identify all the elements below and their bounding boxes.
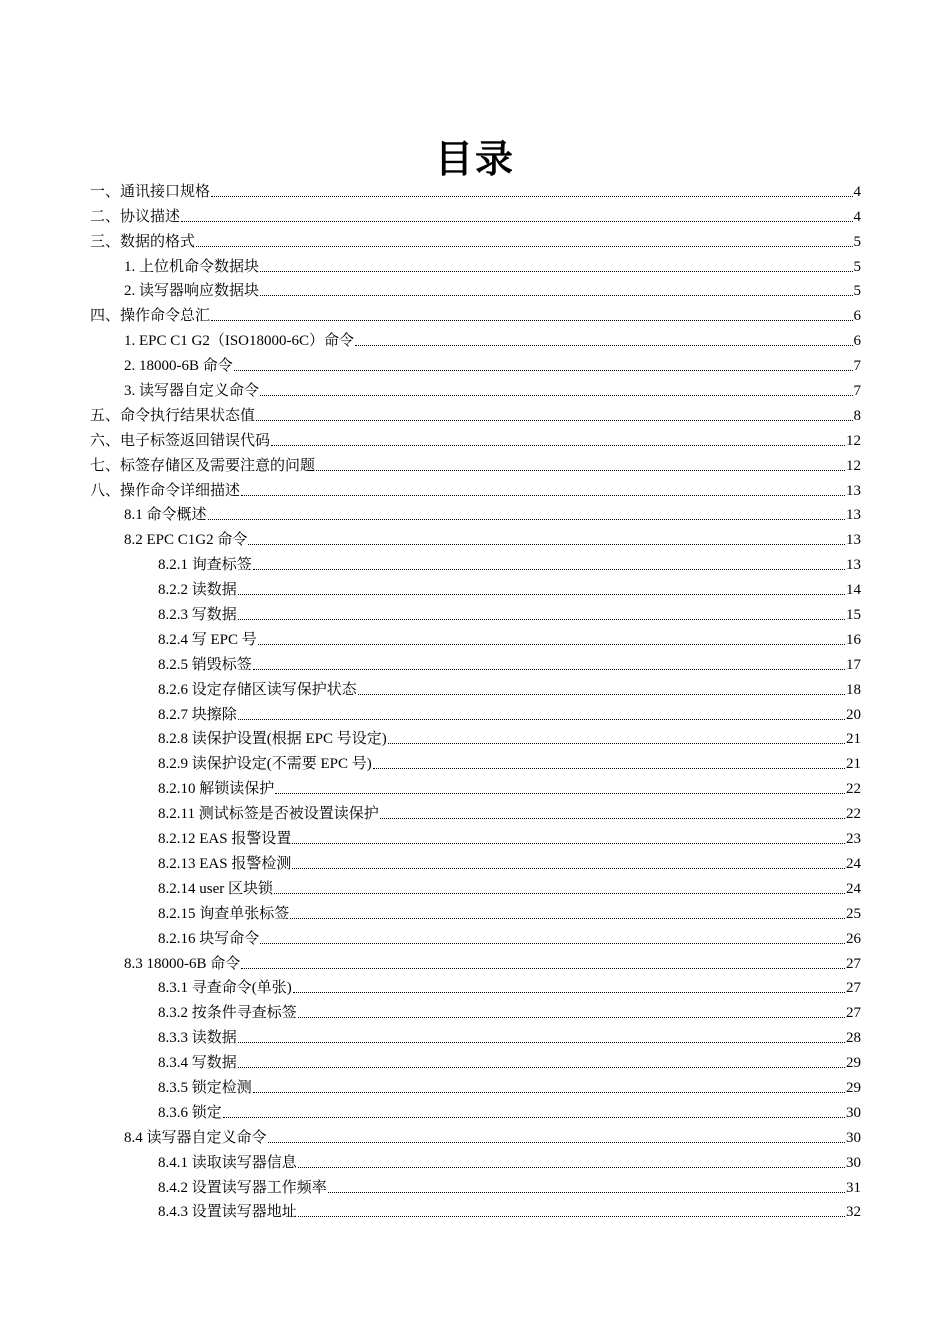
toc-entry[interactable]: [90, 524, 861, 549]
toc-entry-title: 8.3.2 按条件寻查标签: [158, 1005, 297, 1022]
toc-entry[interactable]: [90, 724, 861, 749]
toc-entry-title: 1. EPC C1 G2（ISO18000-6C）命令: [124, 333, 355, 350]
toc-entry-page-number: 25: [846, 905, 861, 922]
toc-entry-page-number: 5: [853, 258, 861, 275]
toc-entry-title: 八、操作命令详细描述: [90, 482, 241, 499]
toc-entry[interactable]: [90, 325, 861, 350]
toc-dot-leader: [253, 668, 845, 670]
toc-entry-title: 8.1 命令概述: [124, 507, 207, 524]
toc-entry[interactable]: [90, 176, 861, 201]
toc-entry-title: 8.2.10 解锁读保护: [158, 781, 275, 798]
toc-entry-page-number: 7: [853, 383, 861, 400]
toc-dot-leader: [292, 867, 845, 869]
toc-dot-leader: [271, 444, 845, 446]
toc-entry-page-number: 13: [846, 557, 861, 574]
toc-entry[interactable]: [90, 475, 861, 500]
toc-dot-leader: [298, 1215, 845, 1217]
toc-entry-title: 8.3.5 锁定检测: [158, 1079, 252, 1096]
toc-entry-page-number: 24: [846, 880, 861, 897]
toc-entry-title: 六、电子标签返回错误代码: [90, 432, 271, 449]
toc-entry[interactable]: [90, 574, 861, 599]
toc-entry-title: 8.2.12 EAS 报警设置: [158, 831, 292, 848]
toc-entry[interactable]: [90, 898, 861, 923]
toc-entry-title: 三、数据的格式: [90, 233, 196, 250]
toc-dot-leader: [238, 718, 845, 720]
toc-entry[interactable]: [90, 699, 861, 724]
toc-dot-leader: [238, 593, 845, 595]
toc-entry-title: 8.2.14 user 区块锁: [158, 880, 273, 897]
toc-entry-page-number: 21: [846, 756, 861, 773]
toc-entry[interactable]: [90, 450, 861, 475]
toc-entry-page-number: 26: [846, 930, 861, 947]
toc-entry-page-number: 27: [846, 1005, 861, 1022]
toc-entry-page-number: 30: [846, 1129, 861, 1146]
toc-entry-title: 8.2.6 设定存储区读写保护状态: [158, 681, 357, 698]
toc-entry-page-number: 27: [846, 955, 861, 972]
toc-entry-page-number: 22: [846, 806, 861, 823]
toc-entry-title: 8.3.4 写数据: [158, 1055, 237, 1072]
toc-entry[interactable]: [90, 1172, 861, 1197]
toc-entry-title: 8.3.3 读数据: [158, 1030, 237, 1047]
toc-dot-leader: [258, 643, 845, 645]
toc-dot-leader: [260, 270, 852, 272]
toc-entry-page-number: 14: [846, 582, 861, 599]
toc-list: [90, 176, 861, 1221]
toc-entry-title: 8.2 EPC C1G2 命令: [124, 532, 248, 549]
toc-entry[interactable]: [90, 599, 861, 624]
toc-entry[interactable]: [90, 997, 861, 1022]
toc-entry[interactable]: [90, 1047, 861, 1072]
toc-entry[interactable]: [90, 823, 861, 848]
toc-entry[interactable]: [90, 1072, 861, 1097]
toc-entry[interactable]: [90, 948, 861, 973]
toc-dot-leader: [355, 344, 852, 346]
toc-dot-leader: [223, 1116, 845, 1118]
toc-entry-page-number: 27: [846, 980, 861, 997]
toc-dot-leader: [211, 319, 852, 321]
toc-dot-leader: [256, 419, 852, 421]
toc-entry-title: 8.2.4 写 EPC 号: [158, 631, 257, 648]
toc-entry-page-number: 32: [846, 1204, 861, 1221]
toc-dot-leader: [260, 294, 852, 296]
toc-entry[interactable]: [90, 1022, 861, 1047]
toc-entry[interactable]: [90, 400, 861, 425]
toc-entry-page-number: 29: [846, 1079, 861, 1096]
toc-dot-leader: [248, 543, 845, 545]
toc-dot-leader: [358, 693, 845, 695]
toc-entry-page-number: 28: [846, 1030, 861, 1047]
toc-entry[interactable]: [90, 848, 861, 873]
toc-dot-leader: [380, 817, 845, 819]
toc-dot-leader: [238, 1066, 845, 1068]
toc-dot-leader: [275, 792, 845, 794]
toc-entry-title: 8.2.15 询查单张标签: [158, 905, 290, 922]
toc-entry-page-number: 15: [846, 607, 861, 624]
toc-dot-leader: [253, 1091, 845, 1093]
toc-entry-page-number: 23: [846, 831, 861, 848]
toc-entry[interactable]: [90, 923, 861, 948]
toc-entry-title: 8.2.9 读保护设定(不需要 EPC 号): [158, 756, 372, 773]
toc-entry-page-number: 13: [846, 482, 861, 499]
toc-entry-title: 2. 18000-6B 命令: [124, 358, 233, 375]
toc-entry[interactable]: [90, 1097, 861, 1122]
toc-dot-leader: [316, 469, 845, 471]
toc-entry[interactable]: [90, 1197, 861, 1222]
toc-entry-page-number: 4: [853, 183, 861, 200]
toc-entry[interactable]: [90, 973, 861, 998]
toc-entry-title: 8.3 18000-6B 命令: [124, 955, 241, 972]
toc-entry-title: 五、命令执行结果状态值: [90, 407, 256, 424]
toc-entry-title: 8.2.5 销毁标签: [158, 656, 252, 673]
toc-entry-title: 8.2.7 块擦除: [158, 706, 237, 723]
toc-dot-leader: [292, 842, 845, 844]
toc-entry-title: 8.2.13 EAS 报警检测: [158, 855, 292, 872]
toc-entry-title: 8.4.1 读取读写器信息: [158, 1154, 297, 1171]
toc-dot-leader: [298, 1166, 845, 1168]
toc-entry-page-number: 5: [853, 233, 861, 250]
toc-entry-page-number: 12: [846, 457, 861, 474]
toc-dot-leader: [268, 1141, 845, 1143]
toc-entry-page-number: 13: [846, 507, 861, 524]
toc-entry[interactable]: [90, 500, 861, 525]
toc-entry[interactable]: [90, 300, 861, 325]
toc-entry-page-number: 6: [853, 308, 861, 325]
toc-entry-page-number: 13: [846, 532, 861, 549]
toc-entry[interactable]: [90, 201, 861, 226]
toc-entry-title: 一、通讯接口规格: [90, 183, 211, 200]
toc-entry-title: 8.3.6 锁定: [158, 1104, 222, 1121]
toc-dot-leader: [241, 494, 845, 496]
toc-entry-page-number: 21: [846, 731, 861, 748]
toc-dot-leader: [298, 1016, 845, 1018]
toc-entry-page-number: 20: [846, 706, 861, 723]
toc-entry-title: 8.4 读写器自定义命令: [124, 1129, 267, 1146]
toc-entry[interactable]: [90, 251, 861, 276]
toc-entry-title: 8.4.2 设置读写器工作频率: [158, 1179, 327, 1196]
toc-dot-leader: [260, 942, 845, 944]
toc-entry-page-number: 5: [853, 283, 861, 300]
toc-entry[interactable]: [90, 873, 861, 898]
toc-entry-title: 8.2.16 块写命令: [158, 930, 260, 947]
toc-entry-page-number: 30: [846, 1154, 861, 1171]
toc-entry-title: 七、标签存储区及需要注意的问题: [90, 457, 316, 474]
toc-entry-page-number: 22: [846, 781, 861, 798]
toc-dot-leader: [253, 568, 845, 570]
toc-entry-page-number: 17: [846, 656, 861, 673]
toc-dot-leader: [274, 892, 845, 894]
toc-entry[interactable]: [90, 773, 861, 798]
toc-entry-page-number: 18: [846, 681, 861, 698]
toc-entry-title: 8.2.3 写数据: [158, 607, 237, 624]
toc-entry-title: 2. 读写器响应数据块: [124, 283, 260, 300]
toc-dot-leader: [388, 742, 845, 744]
toc-entry-title: 8.3.1 寻查命令(单张): [158, 980, 292, 997]
toc-entry-page-number: 31: [846, 1179, 861, 1196]
toc-entry-title: 3. 读写器自定义命令: [124, 383, 260, 400]
toc-entry-page-number: 7: [853, 358, 861, 375]
toc-entry-page-number: 12: [846, 432, 861, 449]
toc-entry-title: 8.2.2 读数据: [158, 582, 237, 599]
toc-entry-title: 8.2.1 询查标签: [158, 557, 252, 574]
toc-entry[interactable]: [90, 798, 861, 823]
toc-entry-page-number: 29: [846, 1055, 861, 1072]
toc-title: 目录: [434, 137, 515, 181]
toc-dot-leader: [241, 967, 845, 969]
toc-entry-title: 1. 上位机命令数据块: [124, 258, 260, 275]
toc-dot-leader: [293, 991, 845, 993]
toc-entry-page-number: 16: [846, 631, 861, 648]
toc-entry[interactable]: [90, 1122, 861, 1147]
toc-entry-title: 8.4.3 设置读写器地址: [158, 1204, 297, 1221]
toc-entry-page-number: 4: [853, 208, 861, 225]
toc-entry[interactable]: [90, 375, 861, 400]
toc-entry-title: 8.2.11 测试标签是否被设置读保护: [158, 806, 379, 823]
toc-dot-leader: [196, 245, 852, 247]
toc-dot-leader: [290, 917, 845, 919]
toc-entry[interactable]: [90, 276, 861, 301]
toc-dot-leader: [234, 369, 853, 371]
toc-dot-leader: [373, 767, 845, 769]
toc-entry[interactable]: [90, 624, 861, 649]
toc-dot-leader: [328, 1191, 845, 1193]
toc-entry-title: 二、协议描述: [90, 208, 181, 225]
toc-dot-leader: [260, 394, 852, 396]
toc-entry[interactable]: [90, 350, 861, 375]
toc-dot-leader: [208, 518, 845, 520]
toc-entry-page-number: 8: [853, 407, 861, 424]
toc-entry-page-number: 30: [846, 1104, 861, 1121]
toc-entry[interactable]: [90, 549, 861, 574]
toc-entry[interactable]: [90, 1147, 861, 1172]
toc-entry-title: 8.2.8 读保护设置(根据 EPC 号设定): [158, 731, 387, 748]
toc-dot-leader: [211, 195, 852, 197]
toc-entry-page-number: 6: [853, 333, 861, 350]
toc-entry[interactable]: [90, 425, 861, 450]
toc-entry-page-number: 24: [846, 855, 861, 872]
toc-dot-leader: [238, 1041, 845, 1043]
toc-dot-leader: [238, 618, 845, 620]
toc-entry[interactable]: [90, 226, 861, 251]
toc-entry[interactable]: [90, 748, 861, 773]
toc-dot-leader: [181, 220, 852, 222]
toc-entry[interactable]: [90, 649, 861, 674]
toc-entry-title: 四、操作命令总汇: [90, 308, 211, 325]
toc-entry[interactable]: [90, 674, 861, 699]
